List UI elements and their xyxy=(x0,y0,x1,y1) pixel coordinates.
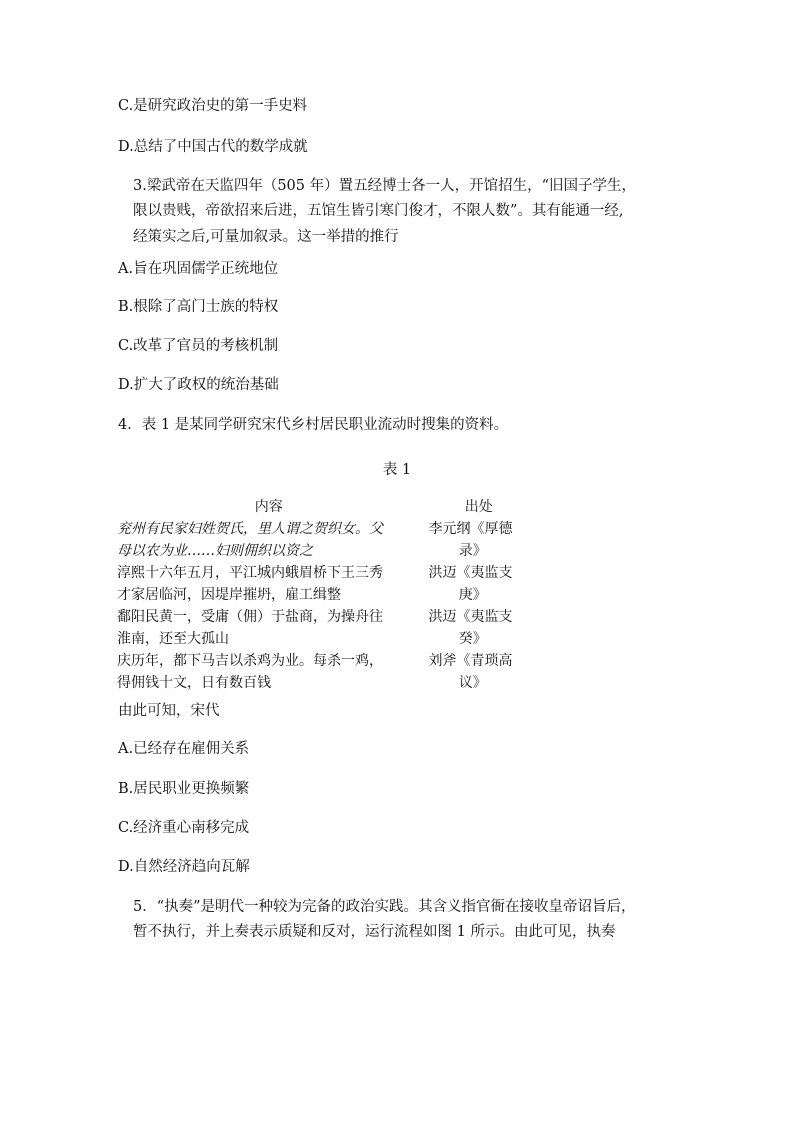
table-title: 表 1 xyxy=(382,462,412,478)
row-content xyxy=(117,606,421,650)
row-content-line: 淮南，还至大孤山 xyxy=(117,631,229,647)
q3-stem-line1: 3.梁武帝在天监四年（505 年）置五经博士各一人，开馆招生，“旧国子学生， xyxy=(133,178,637,194)
q2-option-d: D.总结了中国古代的数学成就 xyxy=(118,139,308,155)
data-table xyxy=(117,496,537,694)
row-content-line: 鄱阳民黄一，受庸（佣）于盐商，为操舟往 xyxy=(117,609,383,625)
row-source-line: 录》 xyxy=(458,543,487,559)
header-content: 内容 xyxy=(254,499,283,515)
table-row xyxy=(117,518,537,562)
q3-stem-line3: 经策实之后,可量加叙录。这一举措的推行 xyxy=(133,229,399,245)
table-header-row xyxy=(117,496,537,518)
q4-option-b: B.居民职业更换频繁 xyxy=(118,781,250,797)
row-source-line: 议》 xyxy=(458,675,487,691)
row-source-line: 癸》 xyxy=(458,631,487,647)
row-source xyxy=(421,650,538,694)
row-content-line: 庆历年，都下马吉以杀鸡为业。每杀一鸡， xyxy=(117,653,383,669)
row-content-line: 得佣钱十文，日有数百钱 xyxy=(117,675,271,691)
row-content-line: 母以农为业……妇则佣织以资之 xyxy=(117,543,313,559)
q4-option-c: C.经济重心南移完成 xyxy=(118,820,250,836)
header-source: 出处 xyxy=(464,499,493,515)
row-content xyxy=(117,562,421,606)
q4-option-d: D.自然经济趋向瓦解 xyxy=(118,859,250,875)
q3-option-b: B.根除了高门士族的特权 xyxy=(118,299,279,315)
q4-option-a: A.已经存在雇佣关系 xyxy=(118,741,250,757)
row-source-line: 李元纲《厚德 xyxy=(428,521,513,537)
row-source-line: 刘斧《青琐高 xyxy=(428,653,513,669)
row-content xyxy=(117,518,421,562)
row-source xyxy=(421,518,538,562)
row-content-line: 淳熙十六年五月，平江城内蛾眉桥下王三秀 xyxy=(117,565,383,581)
row-content-line: 兖州有民家妇姓贺氏，里人谓之贺织女。父 xyxy=(117,521,383,537)
q5-stem-line1: 5．“执奏”是明代一种较为完备的政治实践。其含义指官衙在接收皇帝诏旨后， xyxy=(133,899,636,915)
q4-stem: 由此可知，宋代 xyxy=(118,703,220,719)
q4-intro: 4．表 1 是某同学研究宋代乡村居民职业流动时搜集的资料。 xyxy=(118,417,509,433)
q3-option-a: A.旨在巩固儒学正统地位 xyxy=(118,261,279,277)
q2-option-c: C.是研究政治史的第一手史料 xyxy=(118,98,308,114)
row-content xyxy=(117,650,421,694)
q3-option-d: D.扩大了政权的统治基础 xyxy=(118,377,279,393)
row-content-line: 才家居临河，因堤岸摧坍，雇工缉整 xyxy=(117,587,341,603)
q5-stem-line2: 暂不执行，并上奏表示质疑和反对，运行流程如图 1 所示。由此可见，执奏 xyxy=(133,924,616,940)
q3-stem-line2: 限以贵贱，帝欲招来后进，五馆生皆引寒门俊才，不限人数”。其有能通一经, xyxy=(133,203,624,219)
row-source xyxy=(421,606,538,650)
row-source-line: 洪迈《夷监支 xyxy=(428,609,513,625)
table-row xyxy=(117,606,537,650)
q3-option-c: C.改革了官员的考核机制 xyxy=(118,338,279,354)
row-source-line: 庚》 xyxy=(458,587,487,603)
row-source xyxy=(421,562,538,606)
table-row xyxy=(117,650,537,694)
table-row xyxy=(117,562,537,606)
row-source-line: 洪迈《夷监支 xyxy=(428,565,513,581)
